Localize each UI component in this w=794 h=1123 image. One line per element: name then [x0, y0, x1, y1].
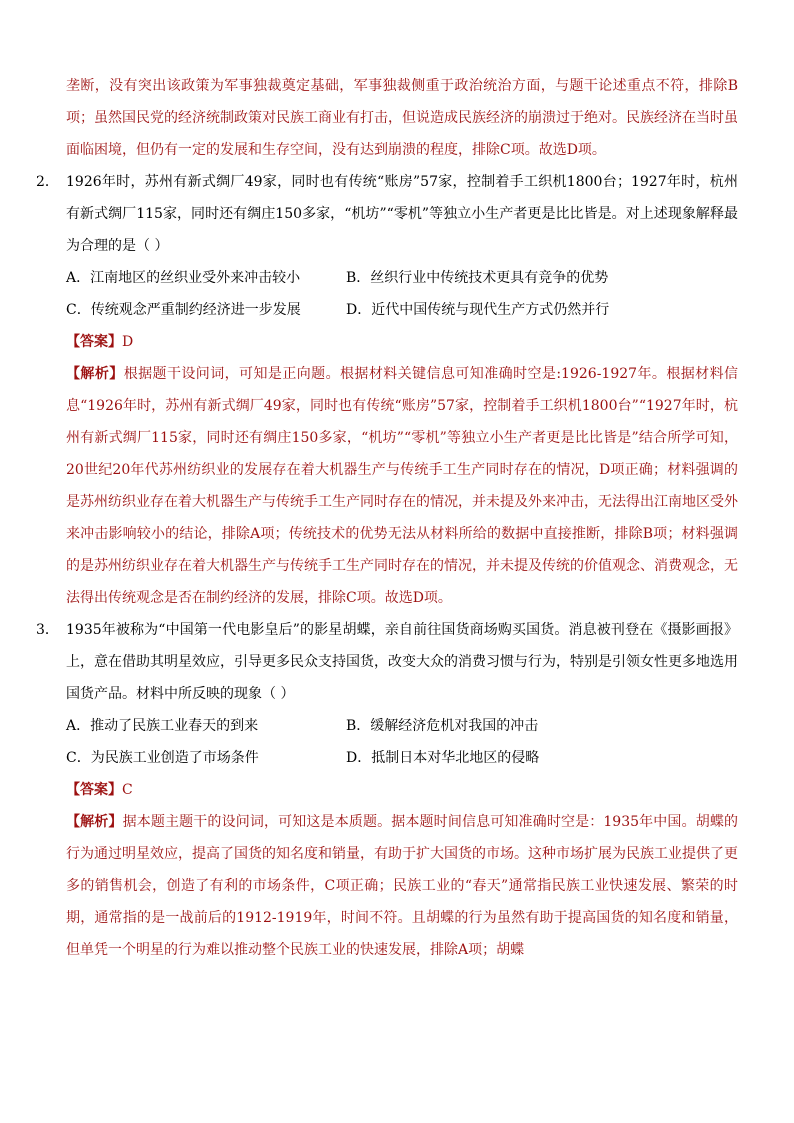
options-row: [66, 742, 738, 774]
question-2: [36, 166, 738, 614]
options: [66, 262, 738, 326]
question-stem: 1935年被称为“中国第一代电影皇后”的影星胡蝶，亲自前往国货商场购买国货。消息被刊登在《摄影画报》上，意在借助其明星效应，引导更多民众支持国货，改变大众的消费习惯与行为，特别是引领女性更多地选用国货产品。材料中所反映的现象（ ）: [66, 622, 738, 702]
answer-value: D: [122, 334, 134, 350]
option-d: D．近代中国传统与现代生产方式仍然并行: [346, 302, 610, 318]
analysis-paragraph: [66, 358, 738, 614]
analysis-tag: 【解析】: [66, 814, 123, 830]
option-c: C．传统观念严重制约经济进一步发展: [66, 302, 301, 318]
answer-tag: 【答案】: [66, 782, 122, 798]
answer-tag: 【答案】: [66, 334, 122, 350]
analysis-paragraph: [66, 806, 738, 966]
option-a: A．推动了民族工业春天的到来: [66, 718, 259, 734]
options-row: [66, 262, 738, 294]
previous-analysis-continuation: 垄断，没有突出该政策为军事独裁奠定基础，军事独裁侧重于政治统治方面，与题干论述重点不符，排除B项；虽然国民党的经济统制政策对民族工商业有打击，但说造成民族经济的崩溃过于绝对。民族经济在当时虽面临困境，但仍有一定的发展和生存空间，没有达到崩溃的程度，排除C项。故选D项。: [66, 78, 738, 158]
options: [66, 710, 738, 774]
options-row: [66, 294, 738, 326]
option-b: B．缓解经济危机对我国的冲击: [346, 718, 539, 734]
options-row: [66, 710, 738, 742]
option-b: B．丝织行业中传统技术更具有竞争的优势: [346, 270, 609, 286]
analysis-text: 据本题主题干的设问词，可知这是本质题。据本题时间信息可知准确时空是：1935年中国。胡蝶的行为通过明星效应，提高了国货的知名度和销量，有助于扩大国货的市场。这种市场扩展为民族工业提供了更多的销售机会，创造了有利的市场条件，C项正确；民族工业的“春天”通常指民族工业快速发展、繁荣的时期，通常指的是一战前后的1912-1919年，时间不符。且胡蝶的行为虽然有助于提高国货的知名度和销量，但单凭一个明星的行为难以推动整个民族工业的快速发展，排除A项；胡蝶: [66, 814, 738, 958]
analysis-tag: 【解析】: [66, 366, 124, 382]
option-a: A．江南地区的丝织业受外来冲击较小: [66, 270, 301, 286]
option-d: D．抵制日本对华北地区的侵略: [346, 750, 540, 766]
option-c: C．为民族工业创造了市场条件: [66, 750, 259, 766]
question-3: [36, 614, 738, 966]
analysis-text: 根据题干设问词，可知是正向题。根据材料关键信息可知准确时空是:1926-1927年。根据材料信息“1926年时，苏州有新式绸厂49家，同时也有传统“账房”57家，控制着手工织机1800台”“1927年时，杭州有新式绸厂115家，同时还有绸庄150多家，“机坊”“零机”等独立小生产者更是比比皆是”结合所学可知，20世纪20年代苏州纺织业的发展存在着大机器生产与传统手工生产同时存在的情况，D项正确；材料强调的是苏州纺织业存在着大机器生产与传统手工生产同时存在的情况，并未提及外来冲击，无法得出江南地区受外来冲击影响较小的结论，排除A项；传统技术的优势无法从材料所给的数据中直接推断，排除B项；材料强调的是苏州纺织业存在着大机器生产与传统手工生产同时存在的情况，并未提及传统的价值观念、消费观念，无法得出传统观念是否在制约经济的发展，排除C项。故选D项。: [66, 366, 738, 606]
question-stem: 1926年时，苏州有新式绸厂49家，同时也有传统“账房”57家，控制着手工织机1800台；1927年时，杭州有新式绸厂115家，同时还有绸庄150多家，“机坊”“零机”等独立小生产者更是比比皆是。对上述现象解释最为合理的是（ ）: [66, 174, 738, 254]
question-number: 3．: [36, 622, 59, 638]
answer-line: [66, 326, 738, 358]
question-number: 2．: [36, 174, 59, 190]
answer-value: C: [122, 782, 133, 798]
answer-line: [66, 774, 738, 806]
